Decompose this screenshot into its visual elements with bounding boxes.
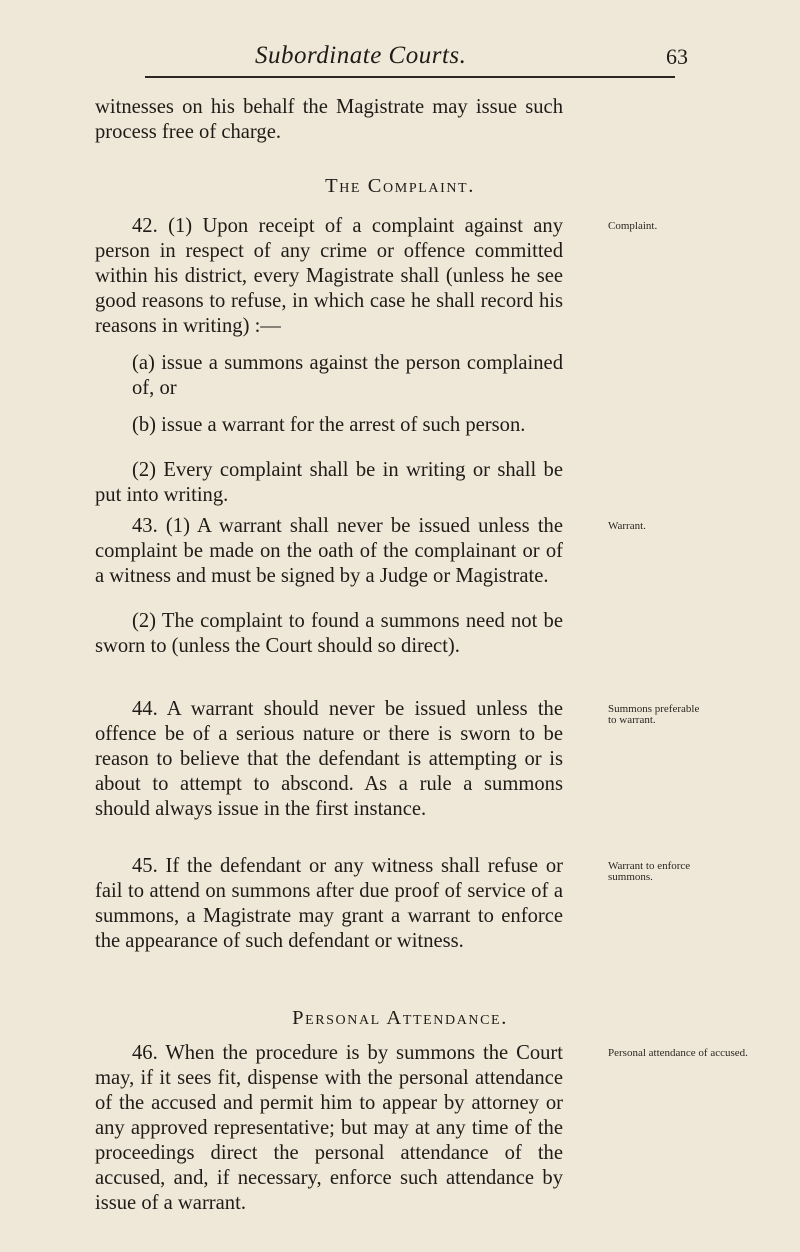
section-42-2: (2) Every complaint shall be in writing or shall be put into writing. [95, 459, 563, 506]
section-43 [95, 514, 563, 659]
marginal-note-warrant-enforce: Warrant to enforce summons. [608, 860, 691, 883]
section-45-text: 45. If the defendant or any witness shall refuse or fail to attend on summons after due proof of service of a summons, a Magistrate may grant a warrant to enforce the appearance of such defendant or witness. [95, 855, 563, 952]
section-42-b: (b) issue a warrant for the arrest of such person. [132, 414, 526, 436]
section-46-text: 46. When the procedure is by summons the Court may, if it sees fit, dispense with the personal attendance of the accused and permit him to appear by attorney or any approved representative; but may at any time of the proceedings direct the personal attendance of the accused, and, if necessary, enforce such attendance by issue of a warrant. [95, 1042, 563, 1214]
section-42-a: (a) issue a summons against the person complained of, or [132, 352, 563, 399]
marginal-note-complaint: Complaint. [608, 220, 658, 232]
section-43-2: (2) The complaint to found a summons need not be sworn to (unless the Court should so direct). [95, 610, 563, 657]
marginal-note-warrant: Warrant. [608, 520, 646, 532]
section-43-1: 43. (1) A warrant shall never be issued unless the complaint be made on the oath of the complainant or of a witness and must be signed by a Judge or Magistrate. [95, 515, 563, 587]
intro-paragraph [95, 95, 563, 145]
intro-text: witnesses on his behalf the Magistrate may issue such process free of charge. [95, 96, 563, 143]
section-42-1: 42. (1) Upon receipt of a complaint against any person in respect of any crime or offence committed within his district, every Magistrate shall (unless he see good reasons to refuse, in which case he shall record his reasons in writing) :— [95, 215, 563, 337]
heading-complaint: The Complaint. [325, 175, 475, 197]
marginal-note-summons-preferable: Summons preferable to warrant. [608, 703, 700, 726]
section-46 [95, 1041, 563, 1216]
page-number: 63 [666, 44, 688, 69]
section-44 [95, 697, 563, 822]
marginal-note-personal-attendance: Personal attendance of accused. [608, 1047, 748, 1059]
header-rule [145, 76, 675, 78]
heading-personal-attendance: Personal Attendance. [292, 1007, 508, 1029]
section-44-text: 44. A warrant should never be issued unless the offence be of a serious nature or there is sworn to be reason to believe that the defendant is attempting or is about to attempt to abscond. As a rule a summons should always issue in the first instance. [95, 698, 563, 820]
running-title: Subordinate Courts. [255, 42, 467, 69]
section-42 [95, 214, 563, 508]
section-45 [95, 854, 563, 954]
